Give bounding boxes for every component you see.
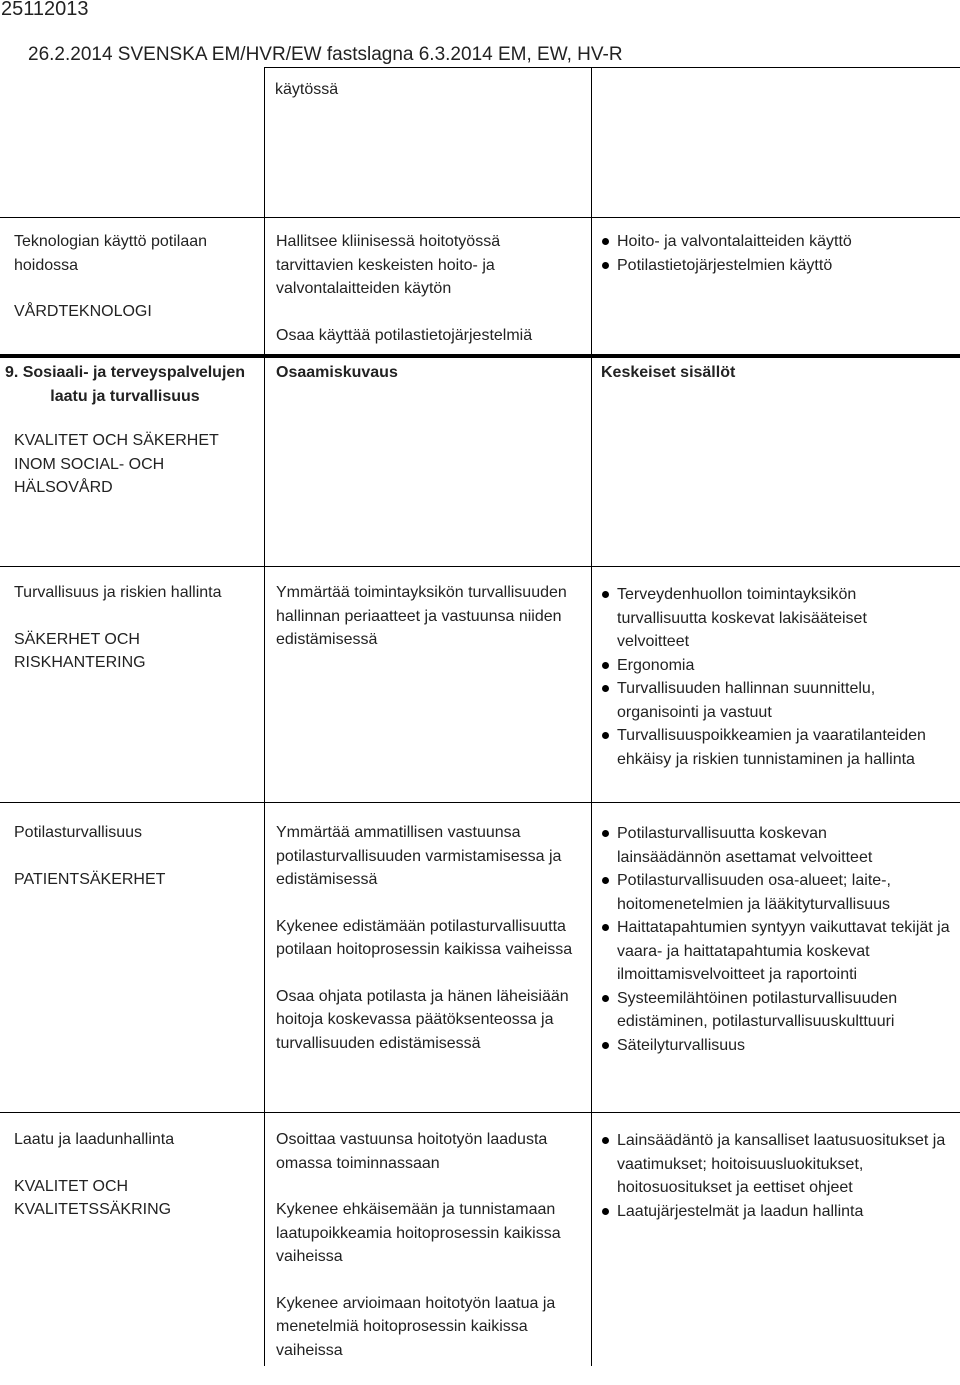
cell-contents <box>601 1129 956 1223</box>
cell-competence <box>276 1128 596 1385</box>
competence-text: Kykenee edistämään potilasturvallisuutta potilaan hoitoprosessin kaikissa vaiheissa <box>276 917 573 958</box>
cell-topic <box>14 1128 259 1245</box>
document-title: 26.2.2014 SVENSKA EM/HVR/EW fastslagna 6.3.2014 EM, EW, HV-R <box>28 44 623 65</box>
contents-list <box>601 822 956 1057</box>
topic-sv: SÄKERHET OCH RISKHANTERING <box>14 630 146 671</box>
list-item: Potilasturvallisuutta koskevan lainsäädännön asettamat velvoitteet <box>601 822 887 869</box>
cell-competence <box>276 230 596 370</box>
list-item: Säteilyturvallisuus <box>601 1034 956 1058</box>
cell-contents <box>601 230 956 277</box>
topic-fi: Teknologian käyttö potilaan hoidossa <box>14 233 208 274</box>
list-item: Potilasturvallisuuden osa-alueet; laite-, hoitomenetelmien ja lääkityturvallisuus <box>601 869 927 916</box>
list-item: Terveydenhuollon toimintayksikön turvallisuutta koskevat lakisääteiset velvoitteet <box>601 583 887 654</box>
list-item: Systeemilähtöinen potilasturvallisuuden edistäminen, potilasturvallisuuskulttuuri <box>601 987 917 1034</box>
competence-text: Osaa käyttää potilastietojärjestelmiä <box>276 326 533 344</box>
competence-text: Ymmärtää toimintayksikön turvallisuuden hallinnan periaatteet ja vastuunsa niiden edistämisessä <box>276 584 567 648</box>
topic-sv: PATIENTSÄKERHET <box>14 870 166 888</box>
row-divider <box>0 802 960 803</box>
document-id: 25112013 <box>1 0 89 20</box>
section-subtitle: KVALITET OCH SÄKERHET INOM SOCIAL- OCH HÄLSOVÅRD <box>14 432 219 496</box>
section-title: 9. Sosiaali- ja terveyspalvelujen laatu ja turvallisuus <box>4 364 246 405</box>
list-item: Potilastietojärjestelmien käyttö <box>601 254 956 278</box>
cell-text: käytössä <box>275 81 339 98</box>
topic-sv: VÅRDTEKNOLOGI <box>14 303 152 320</box>
topic-fi: Turvallisuus ja riskien hallinta <box>14 584 222 601</box>
row-divider <box>0 217 960 218</box>
column-header-osaamiskuvaus: Osaamiskuvaus <box>276 364 398 381</box>
contents-list <box>601 230 956 277</box>
list-item: Hoito- ja valvontalaitteiden käyttö <box>601 230 956 254</box>
row-divider <box>0 1112 960 1113</box>
competence-text: Osaa ohjata potilasta ja hänen läheisiään hoitoja koskevassa päätöksenteossa ja turvallisuuden edistämisessä <box>276 987 569 1052</box>
list-item: Ergonomia <box>601 654 956 678</box>
column-header-keskeiset-sisallot: Keskeiset sisällöt <box>601 364 736 381</box>
list-item: Laatujärjestelmät ja laadun hallinta <box>601 1200 956 1224</box>
competence-text: Ymmärtää ammatillisen vastuunsa potilasturvallisuuden varmistamisessa ja edistämisessä <box>276 824 562 888</box>
topic-fi: Laatu ja laadunhallinta <box>14 1131 175 1148</box>
list-item: Lainsäädäntö ja kansalliset laatusuositukset ja vaatimukset; hoitoisuusluokitukset, hoitosuositukset ja eettiset ohjeet <box>601 1129 952 1200</box>
topic-fi: Potilasturvallisuus <box>14 824 143 841</box>
competence-text: Osoittaa vastuunsa hoitotyön laadusta omassa toiminnassaan <box>276 1131 548 1172</box>
competence-text: Kykenee arvioimaan hoitotyön laatua ja menetelmiä hoitoprosessin kaikissa vaiheissa <box>276 1294 556 1359</box>
cell-topic <box>14 821 259 914</box>
contents-list <box>601 1129 956 1223</box>
list-item: Turvallisuuden hallinnan suunnittelu, organisointi ja vastuut <box>601 677 907 724</box>
cell-competence <box>276 821 596 1078</box>
list-item: Haittatapahtumien syntyyn vaikuttavat tekijät ja vaara- ja haittatapahtumia koskevat ilmoittamisvelvoitteet ja raportointi <box>601 916 960 987</box>
cell-contents <box>601 822 956 1057</box>
topic-sv: KVALITET OCH KVALITETSSÄKRING <box>14 1177 172 1218</box>
cell-competence <box>276 581 596 675</box>
competence-text: Kykenee ehkäisemään ja tunnistamaan laatupoikkeamia hoitoprosessin kaikissa vaiheissa <box>276 1201 561 1265</box>
table-top-border <box>264 67 960 68</box>
cell-contents <box>601 583 956 771</box>
row-divider <box>0 566 960 567</box>
list-item: Turvallisuuspoikkeamien ja vaaratilanteiden ehkäisy ja riskien tunnistaminen ja hallinta <box>601 724 960 771</box>
contents-list <box>601 583 956 771</box>
competence-text: Hallitsee kliinisessä hoitotyössä tarvittavien keskeisten hoito- ja valvontalaitteiden käytön <box>276 233 501 297</box>
column-divider-1 <box>264 67 265 1366</box>
cell-topic <box>14 230 259 347</box>
cell-topic <box>14 581 259 698</box>
